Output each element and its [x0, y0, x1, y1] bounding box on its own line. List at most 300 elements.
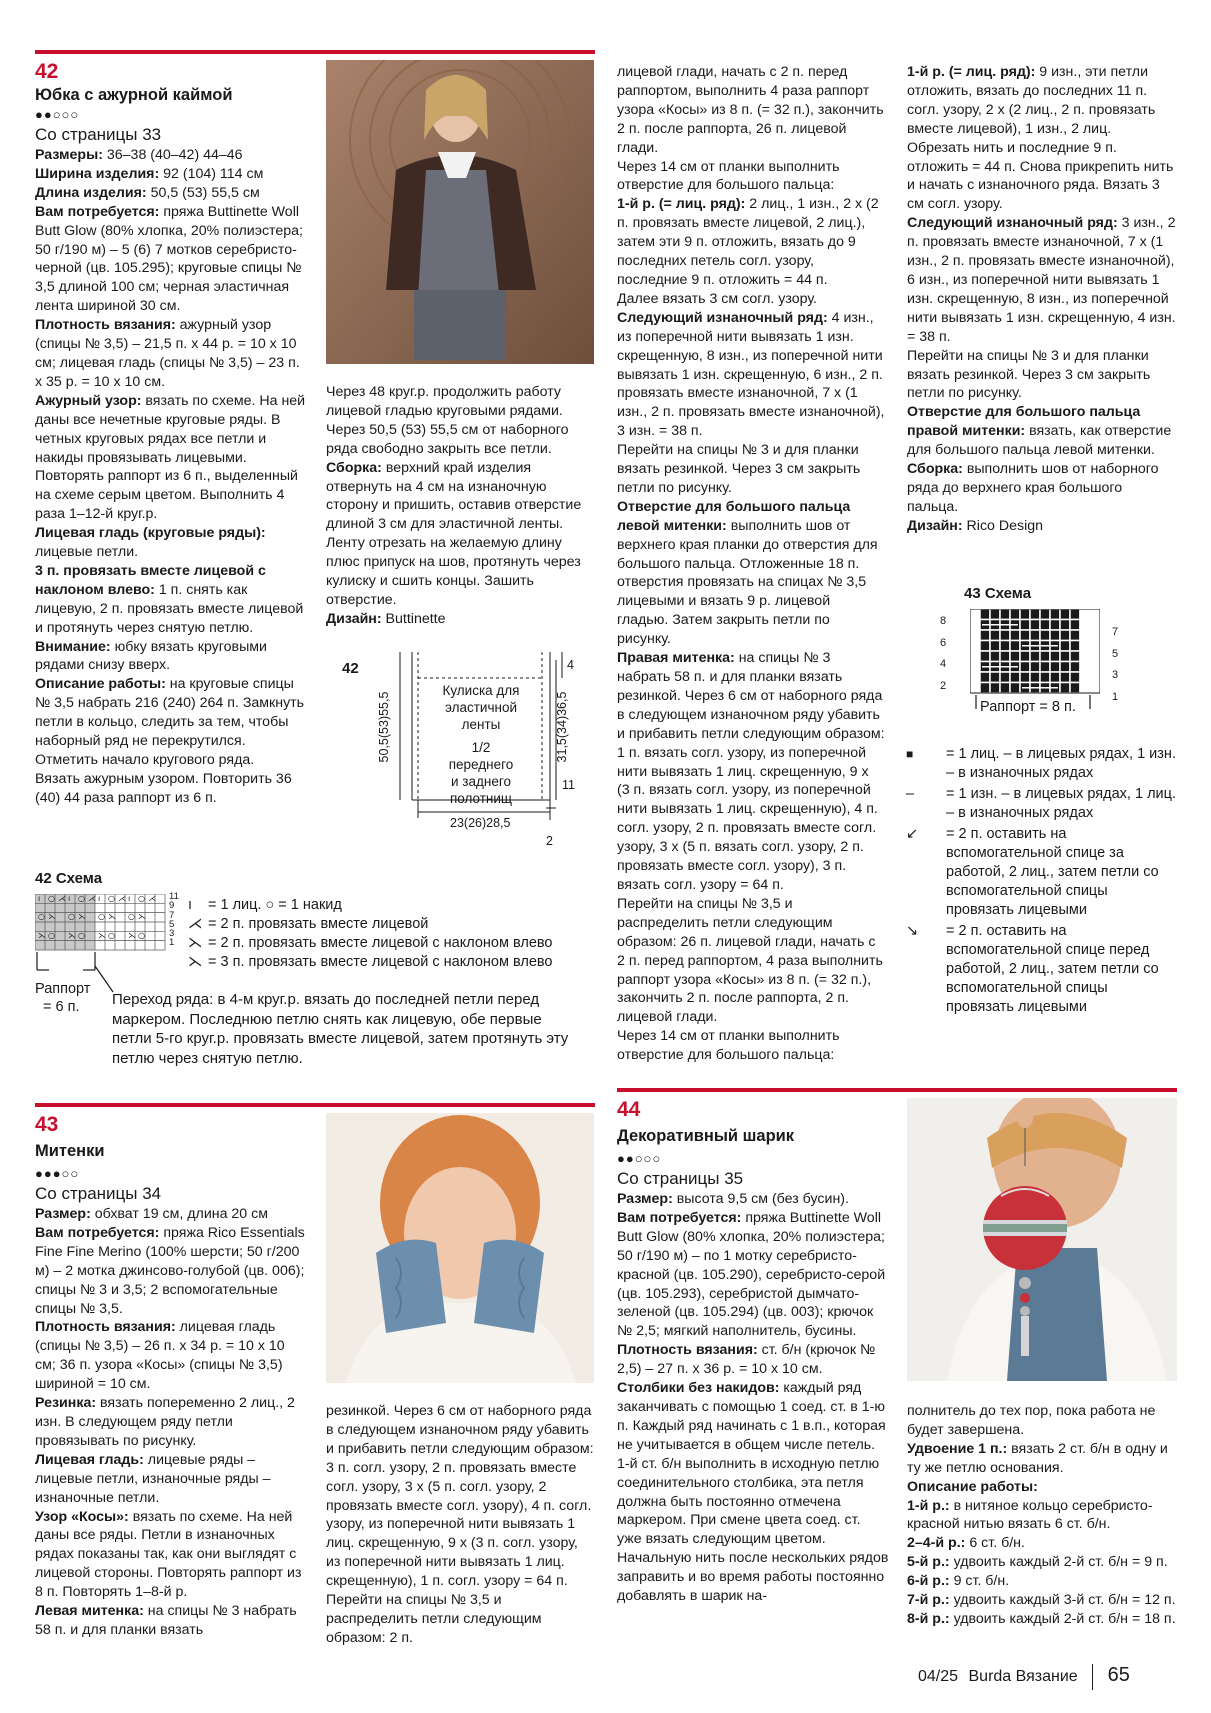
paragraph [35, 203, 307, 316]
paragraph-heading: 7-й р.: [907, 1592, 950, 1609]
chart-cell [1020, 672, 1030, 683]
paragraph-heading: Размеры: [35, 147, 103, 163]
chart-cell [970, 609, 980, 620]
row-number: 3 [169, 928, 175, 940]
paragraph-text: на круговые спицы № 3,5 набрать 216 (240) 264 п. Замкнуть петли в кольцо, следить за тем, чтобы наборный ряд не перекрутился. Отметить начало кругового ряда. [35, 676, 305, 768]
project-43-column1 [35, 1113, 307, 1640]
svg-text:⋌: ⋌ [58, 894, 66, 903]
paragraph [907, 1572, 1177, 1591]
svg-text:⋌: ⋌ [88, 894, 96, 903]
paragraph-heading: 8-й р.: [907, 1610, 950, 1627]
chart-cell [990, 683, 1000, 694]
paragraph-text: высота 9,5 см (без бусин). [672, 1191, 849, 1207]
chart-cell [1020, 620, 1030, 631]
paragraph [35, 1205, 307, 1224]
chart-cell [1090, 672, 1100, 683]
paragraph-heading: Сборка: [326, 459, 382, 476]
section-bar-44 [617, 1088, 1177, 1092]
paragraph [617, 1341, 889, 1379]
row-number: 5 [169, 918, 175, 930]
round-transition-note [112, 990, 582, 1068]
page-footer [918, 1664, 1130, 1690]
legend-symbol: ⋋ [188, 954, 203, 970]
dim-inner-height: 31,5(34)36,5 [555, 691, 569, 763]
issue-number: 04/25 [918, 1668, 959, 1686]
paragraph-text: 2 лиц., 1 изн., 2 х (2 п. провязать вместе лицевой, 2 лиц.), затем эти 9 п. отложить, вязать до 9 последних петель согл. узору, последние 9 п. отложить = 44 п. [617, 196, 879, 288]
svg-text:ı: ı [68, 894, 71, 903]
paragraph [907, 517, 1177, 536]
paragraph-text: каждый ряд заканчивать с помощью 1 соед. ст. в 1-ю п. Каждый ряд начинать с 1 в.п., которая не учитывается в общем числе петель. 1-й ст. б/н выполнить в исходную петлю соединительного столбика, эта петля должна быть постоянно отмечена маркером. При смене цвета соед. ст. уже вязать следующим цветом. Начальную нить после нескольких рядов заправить и во время работы постоянно добавлять в шарик на- [617, 1380, 889, 1605]
project-title: Декоративный шарик [617, 1127, 795, 1145]
chart-cell [980, 609, 990, 620]
project-number: 43 [35, 1113, 59, 1136]
paragraph-text: вязать по схеме. На ней даны все нечетные круговые ряды. В четных круговых рядах все петли и накиды провязывать лицевыми. Повторять раппорт из 6 п., выделенный на схеме серым цветом. Выполнить 4 раза 1–12-й круг.р. [35, 392, 306, 523]
paragraph [326, 1402, 596, 1648]
mittens-final-instructions [907, 63, 1177, 536]
row-number: 5 [1112, 647, 1119, 660]
chart-cell [1020, 651, 1030, 662]
project-number: 44 [617, 1098, 641, 1121]
paragraph-heading: 3 п. провязать вместе лицевой с наклоном влево: [35, 562, 266, 598]
difficulty-rating: ●●○○○ [35, 107, 80, 122]
paragraph-text: резинкой. Через 6 см от наборного ряда в следующем изнаночном ряду убавить и прибавить петли следующим образом: 3 п. согл. узору, 2 п. провязать вместе согл. узору, 3 х (5 п. согл. узору, 2 провязать вместе согл. узору), 4 п. согл. узору, из поперечной нити вывязать 1 лиц. скрещенную, 9 х (3 п. согл. узору, из поперечной нити вывязать 1 лиц. скрещенную), 1 п. согл. узору = 64 п. Перейти на спицы № 3,5 и распределить петли следующим образом: 2 п. [326, 1403, 594, 1646]
paragraph-heading: 1-й р.: [907, 1497, 950, 1514]
row-number: 4 [940, 658, 947, 670]
chart-cell [1060, 620, 1070, 631]
paragraph-text: Rico Design [962, 517, 1044, 534]
chart-cell [1050, 630, 1060, 641]
paragraph-text: 9 изн., эти петли отложить, вязать до последних 11 п. согл. узору, 2 х (2 лиц., 2 п. провязать вместе лицевой), 1 изн., 2 лиц. Обрезать нить и последние 9 п. отложить = 44 п. Снова прикрепить нить и начать с изнаночного ряда. Вязать 3 см согл. узору. [907, 64, 1174, 213]
chart-cell [970, 630, 980, 641]
chart-cell [1080, 662, 1090, 673]
paragraph-heading: Следующий изнаночный ряд: [617, 309, 828, 326]
paragraph-text: на спицы № 3 набрать 58 п. и для планки вязать [35, 1603, 297, 1638]
chart-title: 43 Схема [964, 585, 1032, 602]
pattern-text-line: переднего [448, 757, 514, 772]
row-number: 1 [1112, 690, 1119, 703]
paragraph [907, 1440, 1177, 1478]
paragraph [35, 562, 307, 638]
legend-item [906, 785, 1176, 823]
mittens-continued-column [617, 63, 885, 1065]
paragraph-heading: Следующий изнаночный ряд: [907, 215, 1118, 232]
svg-text:○: ○ [48, 931, 55, 940]
chart-cell [1080, 672, 1090, 683]
project-42-column1 [35, 60, 307, 808]
svg-text:○: ○ [98, 912, 105, 921]
paragraph-heading: Длина изделия: [35, 184, 147, 201]
row-number: 9 [169, 900, 175, 912]
instructions-text [907, 1402, 1177, 1629]
paragraph-heading: Плотность вязания: [35, 317, 176, 334]
paragraph [907, 403, 1177, 460]
paragraph-text: выполнить шов от наборного ряда до верхнего края большого пальца. [907, 461, 1159, 515]
chart-cell [990, 651, 1000, 662]
chart-cell [1090, 662, 1100, 673]
paragraph-heading: Ширина изделия: [35, 165, 160, 182]
paragraph-text: удвоить каждый 3-й ст. б/н = 12 п. [949, 1592, 1176, 1609]
mittens-photo [326, 1113, 594, 1383]
paragraph-text: юбку вязать круговыми рядами снизу вверх. [35, 638, 267, 674]
ornament-photo [907, 1098, 1177, 1381]
paragraph-heading: Отверстие для большого пальца правой митенки: [907, 404, 1141, 440]
chart-cell [1090, 651, 1100, 662]
paragraph-text: Перейти на спицы № 3 и для планки вязать резинкой. Через 3 см закрыть петли по рисунку. [617, 442, 861, 496]
paragraph [907, 1553, 1177, 1572]
svg-text:○: ○ [128, 912, 135, 921]
chart-cell [990, 641, 1000, 652]
chart-cell [1070, 651, 1080, 662]
pattern-text-line: эластичной [445, 700, 517, 715]
chart-cell [1000, 609, 1010, 620]
legend-text: = 2 п. оставить на вспомогательной спице за работой, 2 лиц., затем петли со вспомогательной спицы провязать лицевыми [946, 826, 1159, 918]
chart-42-legend [188, 896, 608, 972]
legend-text: = 1 изн. – в лицевых рядах, 1 лиц. – в изнаночных рядах [946, 786, 1176, 821]
chart-cell [1040, 620, 1050, 631]
legend-text: = 2 п. оставить на вспомогательной спице перед работой, 2 лиц., затем петли со вспомогательной спицы провязать лицевыми [946, 923, 1159, 1015]
from-page: Со страницы 34 [35, 1184, 162, 1203]
svg-text:⋋: ⋋ [48, 912, 56, 921]
paragraph [907, 1610, 1177, 1629]
chart-cell [1010, 630, 1020, 641]
paragraph [35, 770, 307, 808]
paragraph-text: в нитяное кольцо серебристо-красной нитью вязать 6 ст. б/н. [907, 1497, 1153, 1533]
chart-cell [1030, 651, 1040, 662]
paragraph [907, 1478, 1177, 1497]
chart-cell [1070, 662, 1080, 673]
paragraph [35, 316, 307, 392]
paragraph-text: полнитель до тех пор, пока работа не будет завершена. [907, 1403, 1156, 1438]
paragraph [907, 1497, 1177, 1535]
paragraph-heading: 5-й р.: [907, 1554, 950, 1571]
paragraph [617, 441, 885, 498]
svg-text:○: ○ [48, 894, 55, 903]
paragraph-heading: Лицевая гладь (круговые ряды): [35, 525, 266, 542]
paragraph-heading: Вам потребуется: [35, 1224, 160, 1241]
legend-symbol: ■ [906, 747, 914, 761]
chart-cell [970, 641, 980, 652]
legend-item [906, 922, 1176, 1017]
paragraph [35, 1508, 307, 1603]
paragraph [617, 1027, 885, 1065]
chart-cell [1030, 672, 1040, 683]
paragraph [617, 309, 885, 441]
paragraph-text: обхват 19 см, длина 20 см [90, 1206, 268, 1222]
chart-cell [980, 651, 990, 662]
chart-row-numbers-left [940, 611, 946, 697]
chart-cell [1030, 662, 1040, 673]
chart-cell [1090, 620, 1100, 631]
chart-cell [1050, 651, 1060, 662]
paragraph [35, 675, 307, 770]
paragraph-heading: Удвоение 1 п.: [907, 1440, 1008, 1457]
paragraph-text: Через 14 см от планки выполнить отверстие для большого пальца: [617, 1028, 840, 1064]
paragraph [617, 158, 885, 196]
paragraph [35, 1451, 307, 1508]
chart-cell [970, 651, 980, 662]
paragraph-text: пряжа Buttinette Woll Butt Glow (80% хлопка, 20% полиэстера; 50 г/190 м) – по 1 мотку серебристо-красной (цв. 105.290), серебристо-серой (цв. 105.293), серебристой дымчато-зеленой (цв. 105.294) (цв. 003); крючок № 2,5; мягкий наполнитель, бусины. [617, 1209, 886, 1340]
chart-cell [1010, 609, 1020, 620]
chart-cell [1030, 620, 1040, 631]
paragraph-text: удвоить каждый 2-й ст. б/н = 9 п. [949, 1554, 1168, 1571]
pattern-text-line: и заднего [451, 774, 511, 789]
chart-cell [1080, 609, 1090, 620]
paragraph-text: 1 п. снять как лицевую, 2 п. провязать вместе лицевой и протянуть через снятую петлю. [35, 581, 304, 636]
svg-text:⋋: ⋋ [128, 931, 136, 940]
paragraph-text: 4 изн., из поперечной нити вывязать 1 изн. скрещенную, 8 изн., из поперечной нити вывязать 1 изн. скрещенную, 6 изн., 2 п. провязать вместе изнаночной, 7 х (1 изн., 2 п. провязать вместе изнаночной), 3 изн. = 38 п. [617, 309, 885, 440]
paragraph-heading: Внимание: [35, 638, 111, 655]
paragraph-text: Вязать ажурным узором. Повторить 36 (40) 44 раза раппорт из 6 п. [35, 770, 292, 806]
paragraph [326, 459, 596, 610]
chart-cell [1040, 662, 1050, 673]
project-title: Юбка с ажурной каймой [35, 86, 233, 104]
chart-cell [1000, 651, 1010, 662]
rapport-label: Раппорт = 8 п. [980, 699, 1076, 715]
chart-cell [1000, 641, 1010, 652]
chart-cell [1090, 630, 1100, 641]
skirt-pattern-diagram [342, 650, 600, 860]
paragraph [907, 214, 1177, 346]
cable-chart-43 [940, 585, 1170, 735]
paragraph [907, 1402, 1177, 1440]
row-number: 11 [169, 891, 179, 902]
chart-43-legend [906, 745, 1176, 1017]
legend-text: = 2 п. провязать вместе лицевой [208, 916, 429, 932]
row-number: 7 [169, 909, 175, 921]
legend-item [188, 896, 608, 915]
pattern-text-line: полотнищ [449, 791, 513, 806]
paragraph [907, 460, 1177, 517]
svg-text:○: ○ [68, 912, 75, 921]
legend-symbol: ⋋ [188, 935, 203, 951]
paragraph-heading: Вам потребуется: [35, 203, 160, 220]
chart-cell [1020, 662, 1030, 673]
paragraph-heading: Левая митенка: [35, 1603, 144, 1620]
paragraph-text: верхний край изделия отвернуть на 4 см на изнаночную сторону и пришить, оставив отверстие длиной 3 см для эластичной ленты. Ленту отрезать на желаемую длину плюс припуск на шов, протянуть через кулиску и сшить концы. Зашить отверстие. [326, 459, 582, 608]
chart-cell [1000, 630, 1010, 641]
chart-cell [1060, 609, 1070, 620]
paragraph [617, 498, 885, 649]
chart-cell [970, 620, 980, 631]
rapport-label [35, 980, 90, 1016]
paragraph-heading: Размер: [617, 1191, 673, 1207]
assembly-text [326, 383, 596, 629]
chart-cell [1080, 620, 1090, 631]
chart-cell [1090, 683, 1100, 694]
paragraph-text: ст. б/н (крючок № 2,5) – 27 п. х 36 р. = 10 х 10 см. [617, 1342, 876, 1378]
paragraph [35, 1394, 307, 1451]
paragraph [907, 63, 1177, 214]
chart-cell [1070, 630, 1080, 641]
svg-text:ı: ı [128, 894, 131, 903]
chart-cell [1060, 672, 1070, 683]
paragraph-heading: Отверстие для большого пальца левой митенки: [617, 498, 851, 534]
from-page: Со страницы 33 [35, 125, 162, 144]
paragraph [35, 146, 307, 165]
chart-cell [1060, 641, 1070, 652]
pattern-text-line: 1/2 [471, 740, 491, 755]
footer-divider [1092, 1664, 1093, 1690]
paragraph [617, 1190, 889, 1209]
paragraph-heading: 2–4-й р.: [907, 1535, 966, 1552]
row-number: 7 [1112, 626, 1119, 638]
chart-cell [980, 641, 990, 652]
rapport-text: = 6 п. [43, 999, 80, 1015]
legend-text: = 1 лиц. – в лицевых рядах, 1 изн. – в изнаночных рядах [946, 746, 1176, 781]
chart-cell [1010, 683, 1020, 694]
paragraph [35, 1318, 307, 1394]
project-42-column2 [326, 383, 596, 629]
project-44-column1 [617, 1098, 889, 1606]
difficulty-rating: ●●●○○ [35, 1166, 80, 1181]
instructions-text [617, 1190, 889, 1606]
chart-cell [970, 672, 980, 683]
svg-text:⋋: ⋋ [38, 931, 46, 940]
svg-text:○: ○ [78, 931, 85, 940]
paragraph-heading: Плотность вязания: [617, 1342, 758, 1359]
instructions-text [35, 1205, 307, 1640]
paragraph-heading: Плотность вязания: [35, 1319, 176, 1336]
chart-cell [1070, 683, 1080, 694]
pattern-text-line: ленты [461, 717, 501, 732]
paragraph-heading: Дизайн: [326, 610, 382, 627]
mittens-instructions [617, 63, 885, 1065]
paragraph-text: Перейти на спицы № 3 и для планки вязать резинкой. Через 3 см закрыть петли по рисунку. [907, 347, 1151, 402]
chart-cell [1090, 609, 1100, 620]
paragraph-text: вязать попеременно 2 лиц., 2 изн. В следующем ряду петли провязывать по рисунку. [35, 1395, 295, 1449]
chart-cell [1050, 620, 1060, 631]
paragraph-heading: Размер: [35, 1206, 91, 1222]
paragraph [617, 1379, 889, 1606]
paragraph-heading: 1-й р. (= лиц. ряд): [907, 64, 1036, 80]
chart-cell [1010, 672, 1020, 683]
paragraph-heading: 6-й р.: [907, 1573, 950, 1590]
paragraph-text: выполнить шов от верхнего края планки до отверстия для большого пальца. Отложенные 18 п. отверстия провязать на спицах № 3,5 лицевыми и вязать 9 р. лицевой гладью. Затем закрыть петли по рисунку. [617, 517, 878, 648]
dim-width: 23(26)28,5 [450, 816, 511, 830]
paragraph-heading: Дизайн: [907, 517, 963, 534]
chart-title: 42 Схема [35, 870, 103, 887]
chart-cell [1070, 672, 1080, 683]
chart-cell [970, 683, 980, 694]
svg-text:○: ○ [138, 931, 145, 940]
chart-cell [1020, 630, 1030, 641]
chart-cell [1060, 651, 1070, 662]
chart-cell [1060, 630, 1070, 641]
chart-cell [1060, 683, 1070, 694]
dim-top: 4 [567, 658, 574, 672]
svg-text:⋋: ⋋ [138, 912, 146, 921]
paragraph [35, 1224, 307, 1319]
project-44-column2 [907, 1402, 1177, 1629]
mittens-final-column [907, 63, 1177, 536]
legend-text: = 3 п. провязать вместе лицевой с наклоном влево [208, 954, 553, 970]
project-number: 42 [35, 60, 59, 83]
magazine-name: Burda Вязание [968, 1668, 1078, 1686]
paragraph-text: лицевой глади, начать с 2 п. перед раппортом, выполнить 4 раза раппорт узора «Косы» из 8 п. (= 32 п.), закончить 2 п. после раппорта, 26 п. лицевой глади. [617, 64, 884, 156]
chart-cell [980, 672, 990, 683]
pattern-center-text [422, 682, 540, 807]
paragraph [35, 184, 307, 203]
section-bar-43 [35, 1103, 595, 1107]
dim-bottom: 11 [562, 778, 575, 792]
svg-text:⋋: ⋋ [108, 912, 116, 921]
paragraph-heading: Резинка: [35, 1395, 97, 1412]
chart-cell [1000, 683, 1010, 694]
instructions-text [35, 146, 307, 808]
paragraph-text: вязать по схеме. На ней даны все ряды. Петли в изнаночных рядах показаны так, как они выглядят с лицевой стороны. Повторять раппорт из 8 п. Повторять 1–8-й р. [35, 1508, 302, 1601]
chart-cell [1080, 651, 1090, 662]
svg-text:⋌: ⋌ [118, 894, 126, 903]
paragraph-text: вязать, как отверстие для большого пальца левой митенки. [907, 423, 1172, 459]
legend-text: = 2 п. провязать вместе лицевой с наклоном влево [208, 935, 553, 951]
paragraph [907, 1591, 1177, 1610]
chart-cell [970, 662, 980, 673]
rapport-text: Раппорт [35, 981, 91, 997]
legend-item [188, 915, 608, 934]
legend-symbol: ⋌ [188, 916, 203, 932]
chart-cell [1080, 630, 1090, 641]
paragraph-text: 6 ст. б/н. [965, 1535, 1025, 1552]
chart-cell [1080, 683, 1090, 694]
chart-cell [1030, 630, 1040, 641]
chart-cell [1060, 662, 1070, 673]
svg-text:⋋: ⋋ [78, 912, 86, 921]
row-number: 3 [1112, 669, 1119, 681]
project-title: Митенки [35, 1142, 105, 1160]
paragraph-text: лицевая гладь (спицы № 3,5) – 26 п. х 34 р. = 10 х 10 см; 36 п. узора «Косы» (спицы № 3,5) шириной = 10 см. [35, 1319, 285, 1393]
page-number: 65 [1107, 1664, 1130, 1687]
difficulty-rating: ●●○○○ [617, 1151, 662, 1166]
paragraph-text: Buttinette [381, 610, 446, 627]
legend-symbol: ↘ [906, 923, 919, 939]
svg-text:ı: ı [38, 894, 41, 903]
chart-cell [1030, 609, 1040, 620]
chart-cell [1040, 672, 1050, 683]
paragraph-heading: Правая митенка: [617, 650, 735, 667]
legend-symbol: ↙ [906, 826, 919, 842]
skirt-photo [326, 60, 594, 364]
dim-total-height: 50,5(53)55,5 [377, 691, 391, 763]
paragraph [35, 165, 307, 184]
instructions-text [326, 1402, 596, 1648]
chart-cell [1020, 609, 1030, 620]
paragraph-heading: Описание работы: [907, 1478, 1038, 1495]
paragraph-heading: Ажурный узор: [35, 392, 142, 409]
dim-small: 2 [546, 834, 553, 848]
paragraph [35, 392, 307, 524]
paragraph [617, 649, 885, 895]
paragraph [617, 63, 885, 158]
paragraph-text: 3 изн., 2 п. провязать вместе изнаночной, 7 х (1 изн., 2 п. провязать вместе изнаночной), 6 изн., из поперечной нити вывязать 1 изн. скрещенную, 8 изн., из поперечной нити вывязать 1 изн. скрещенную, 4 изн. = 38 п. [907, 215, 1176, 345]
paragraph [617, 290, 885, 309]
paragraph [617, 895, 885, 1027]
row-number: 2 [940, 679, 947, 692]
pattern-label: 42 [342, 660, 359, 677]
paragraph [907, 347, 1177, 404]
chart-cell [1000, 672, 1010, 683]
chart-cell [1040, 651, 1050, 662]
chart-row-numbers [169, 892, 179, 948]
paragraph-text: Через 48 круг.р. продолжить работу лицевой гладью круговыми рядами. Через 50,5 (53) 55,5 см от наборного ряда свободно закрыть все петли. [326, 384, 569, 457]
chart-cell [1090, 641, 1100, 652]
legend-text: = 1 лиц. ○ = 1 накид [208, 897, 342, 913]
svg-text:⋋: ⋋ [68, 931, 76, 940]
legend-symbol: – [906, 786, 915, 802]
chart-cell [1050, 662, 1060, 673]
chart-cell [1010, 651, 1020, 662]
legend-item [188, 953, 608, 972]
paragraph [35, 524, 307, 562]
